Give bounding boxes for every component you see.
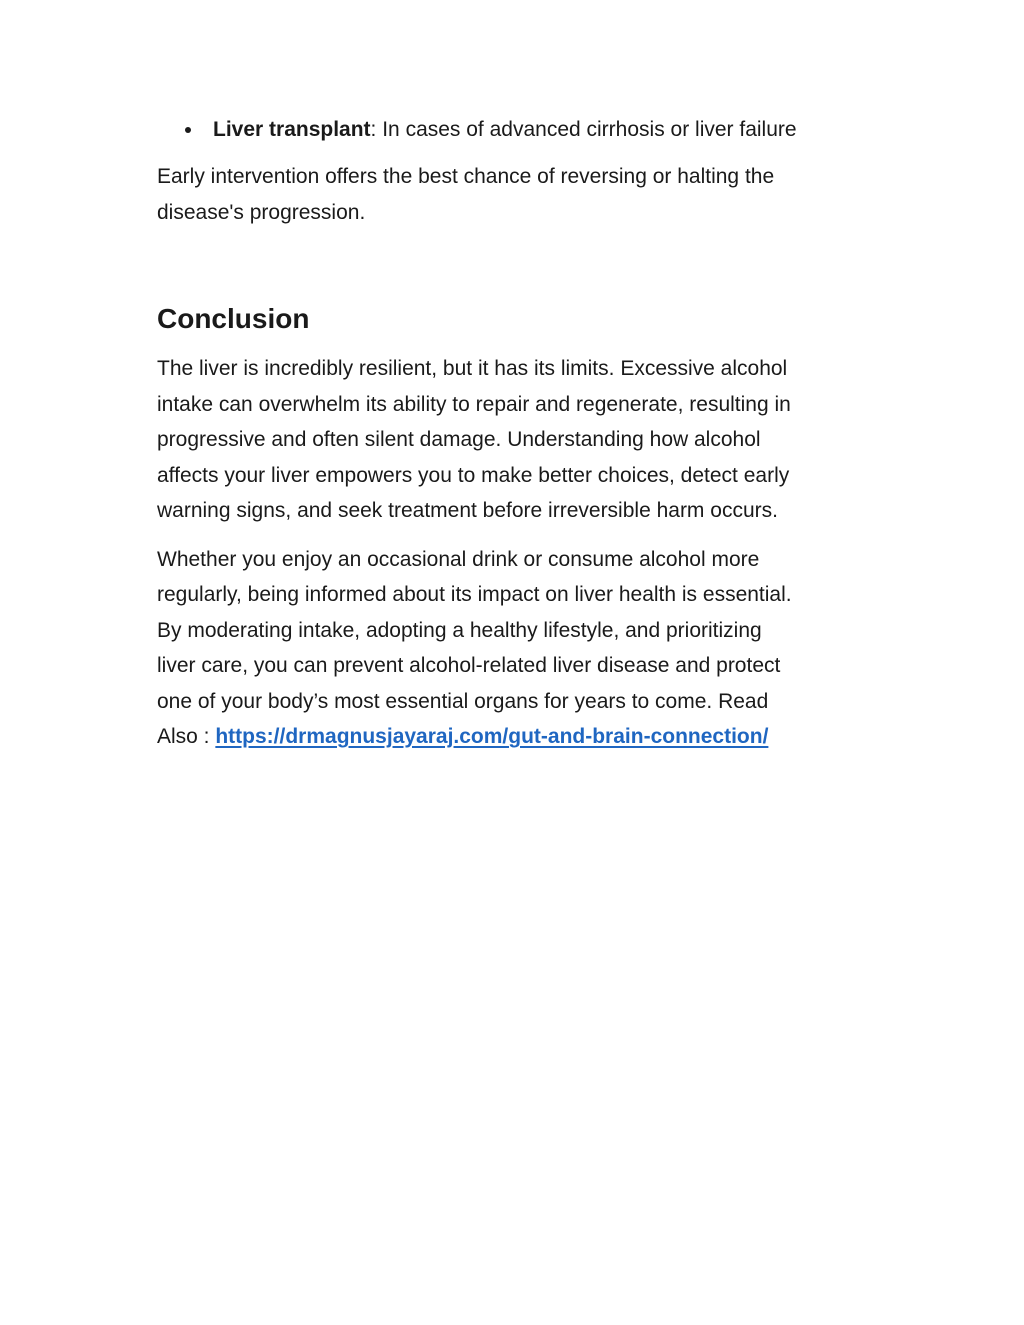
intro-paragraph <box>157 159 864 230</box>
list-item-term: Liver transplant <box>213 118 371 141</box>
conclusion-paragraph-1 <box>157 351 864 529</box>
paragraph-line: The liver is incredibly resilient, but it has its limits. Excessive alcohol <box>157 357 788 380</box>
intro-line: Early intervention offers the best chance of reversing or halting the <box>157 165 775 188</box>
paragraph-line: progressive and often silent damage. Understanding how alcohol <box>157 428 761 451</box>
read-also-link[interactable]: https://drmagnusjayaraj.com/gut-and-brain-connection/ <box>215 725 769 748</box>
conclusion-paragraph-2 <box>157 542 864 755</box>
bullet-icon <box>185 127 191 133</box>
paragraph-line: Whether you enjoy an occasional drink or consume alcohol more <box>157 547 760 571</box>
paragraph-line: liver care, you can prevent alcohol-related liver disease and protect <box>157 654 781 677</box>
paragraph-line: warning signs, and seek treatment before irreversible harm occurs. <box>157 499 778 522</box>
conclusion-heading: Conclusion <box>157 303 310 334</box>
intro-line: disease's progression. <box>157 200 366 224</box>
paragraph-line: one of your body’s most essential organs for years to come. Read <box>157 689 769 713</box>
paragraph-line: affects your liver empowers you to make better choices, detect early <box>157 463 790 487</box>
treatment-list <box>157 112 864 147</box>
paragraph-line: regularly, being informed about its impact on liver health is essential. <box>157 583 792 606</box>
paragraph-line: Also : <box>157 725 216 748</box>
list-item <box>213 112 864 147</box>
list-item-text: : In cases of advanced cirrhosis or liver failure <box>370 118 797 141</box>
paragraph-line: intake can overwhelm its ability to repair and regenerate, resulting in <box>157 392 791 416</box>
paragraph-line: By moderating intake, adopting a healthy lifestyle, and prioritizing <box>157 618 762 642</box>
